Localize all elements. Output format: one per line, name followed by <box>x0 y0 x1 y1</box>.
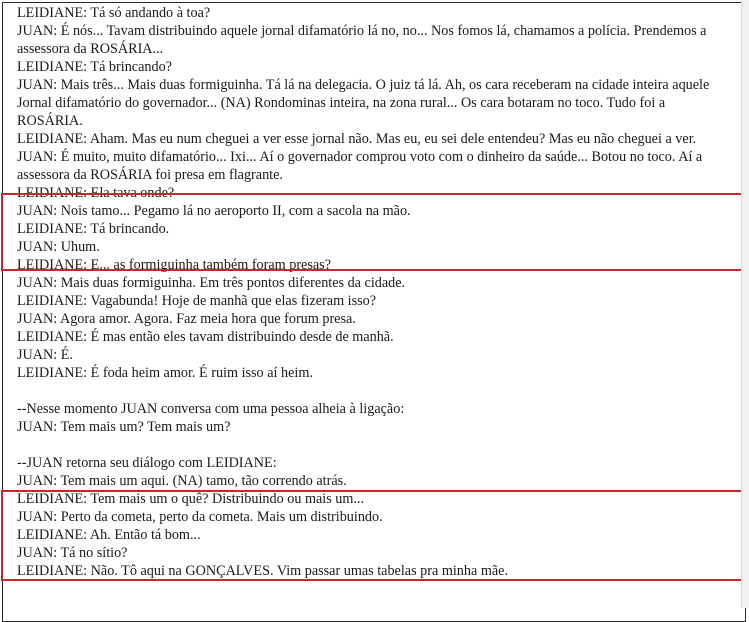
transcript-line: LEIDIANE: Ah. Então tá bom... <box>17 527 201 543</box>
transcript-line: JUAN: Mais três... Mais duas formiguinha. Tá lá na delegacia. O juiz tá lá. Ah, os cara receberam na cidade inteira aquele Jornal difamatório do governador... (NA) Rondominas inteira, na zona rural... Os cara botaram no toco. Tudo foi a ROSÁRIA. <box>17 77 710 129</box>
stage-note: --Nesse momento JUAN conversa com uma pessoa alheia à ligação: <box>17 401 405 417</box>
transcript-line: JUAN: Tem mais um aqui. (NA) tamo, tão correndo atrás. <box>17 473 347 489</box>
page-edge <box>741 0 749 608</box>
blank-line <box>17 436 733 454</box>
stage-note: --JUAN retorna seu diálogo com LEIDIANE: <box>17 455 277 471</box>
transcript-line: JUAN: Tem mais um? Tem mais um? <box>17 419 231 435</box>
transcript-line: JUAN: Perto da cometa, perto da cometa. Mais um distribuindo. <box>17 509 383 525</box>
transcript-line: JUAN: Mais duas formiguinha. Em três pontos diferentes da cidade. <box>17 275 406 291</box>
transcript-line: LEIDIANE: Tá brincando. <box>17 221 170 237</box>
transcript-line: JUAN: Nois tamo... Pegamo lá no aeroporto II, com a sacola na mão. <box>17 203 411 219</box>
transcript-line: JUAN: Agora amor. Agora. Faz meia hora que forum presa. <box>17 311 356 327</box>
transcript-line: LEIDIANE: É foda heim amor. É ruim isso aí heim. <box>17 365 313 381</box>
transcript-line: JUAN: Uhum. <box>17 239 100 255</box>
transcript-line: LEIDIANE: Ela tava onde? <box>17 185 175 201</box>
transcript-line: LEIDIANE: Tem mais um o quê? Distribuindo ou mais um... <box>17 491 365 507</box>
transcript-line: LEIDIANE: E... as formiguinha também foram presas? <box>17 257 331 273</box>
transcript-line: LEIDIANE: Tá só andando à toa? <box>17 5 211 21</box>
transcript-line: LEIDIANE: Aham. Mas eu num cheguei a ver esse jornal não. Mas eu, eu sei dele entendeu? Mas eu não cheguei a ver. <box>17 131 697 147</box>
blank-line <box>17 382 733 400</box>
transcript-line: JUAN: É muito, muito difamatório... Ixi... Aí o governador comprou voto com o dinheiro da saúde... Botou no toco. Aí a assessora da ROSÁRIA foi presa em flagrante. <box>17 149 703 183</box>
transcript-line: JUAN: É. <box>17 347 73 363</box>
transcript-body <box>17 4 733 580</box>
transcript-line: JUAN: Tá no sítio? <box>17 545 128 561</box>
transcript-line: LEIDIANE: É mas então eles tavam distribuindo desde de manhã. <box>17 329 394 345</box>
transcript-line: JUAN: É nós... Tavam distribuindo aquele jornal difamatório lá no, no... Nos fomos lá, chamamos a polícia. Prendemos a assessora da ROSÁRIA... <box>17 23 707 57</box>
transcript-line: LEIDIANE: Não. Tô aqui na GONÇALVES. Vim passar umas tabelas pra minha mãe. <box>17 563 509 579</box>
transcript-line: LEIDIANE: Vagabunda! Hoje de manhã que elas fizeram isso? <box>17 293 377 309</box>
transcript-line: LEIDIANE: Tá brincando? <box>17 59 172 75</box>
